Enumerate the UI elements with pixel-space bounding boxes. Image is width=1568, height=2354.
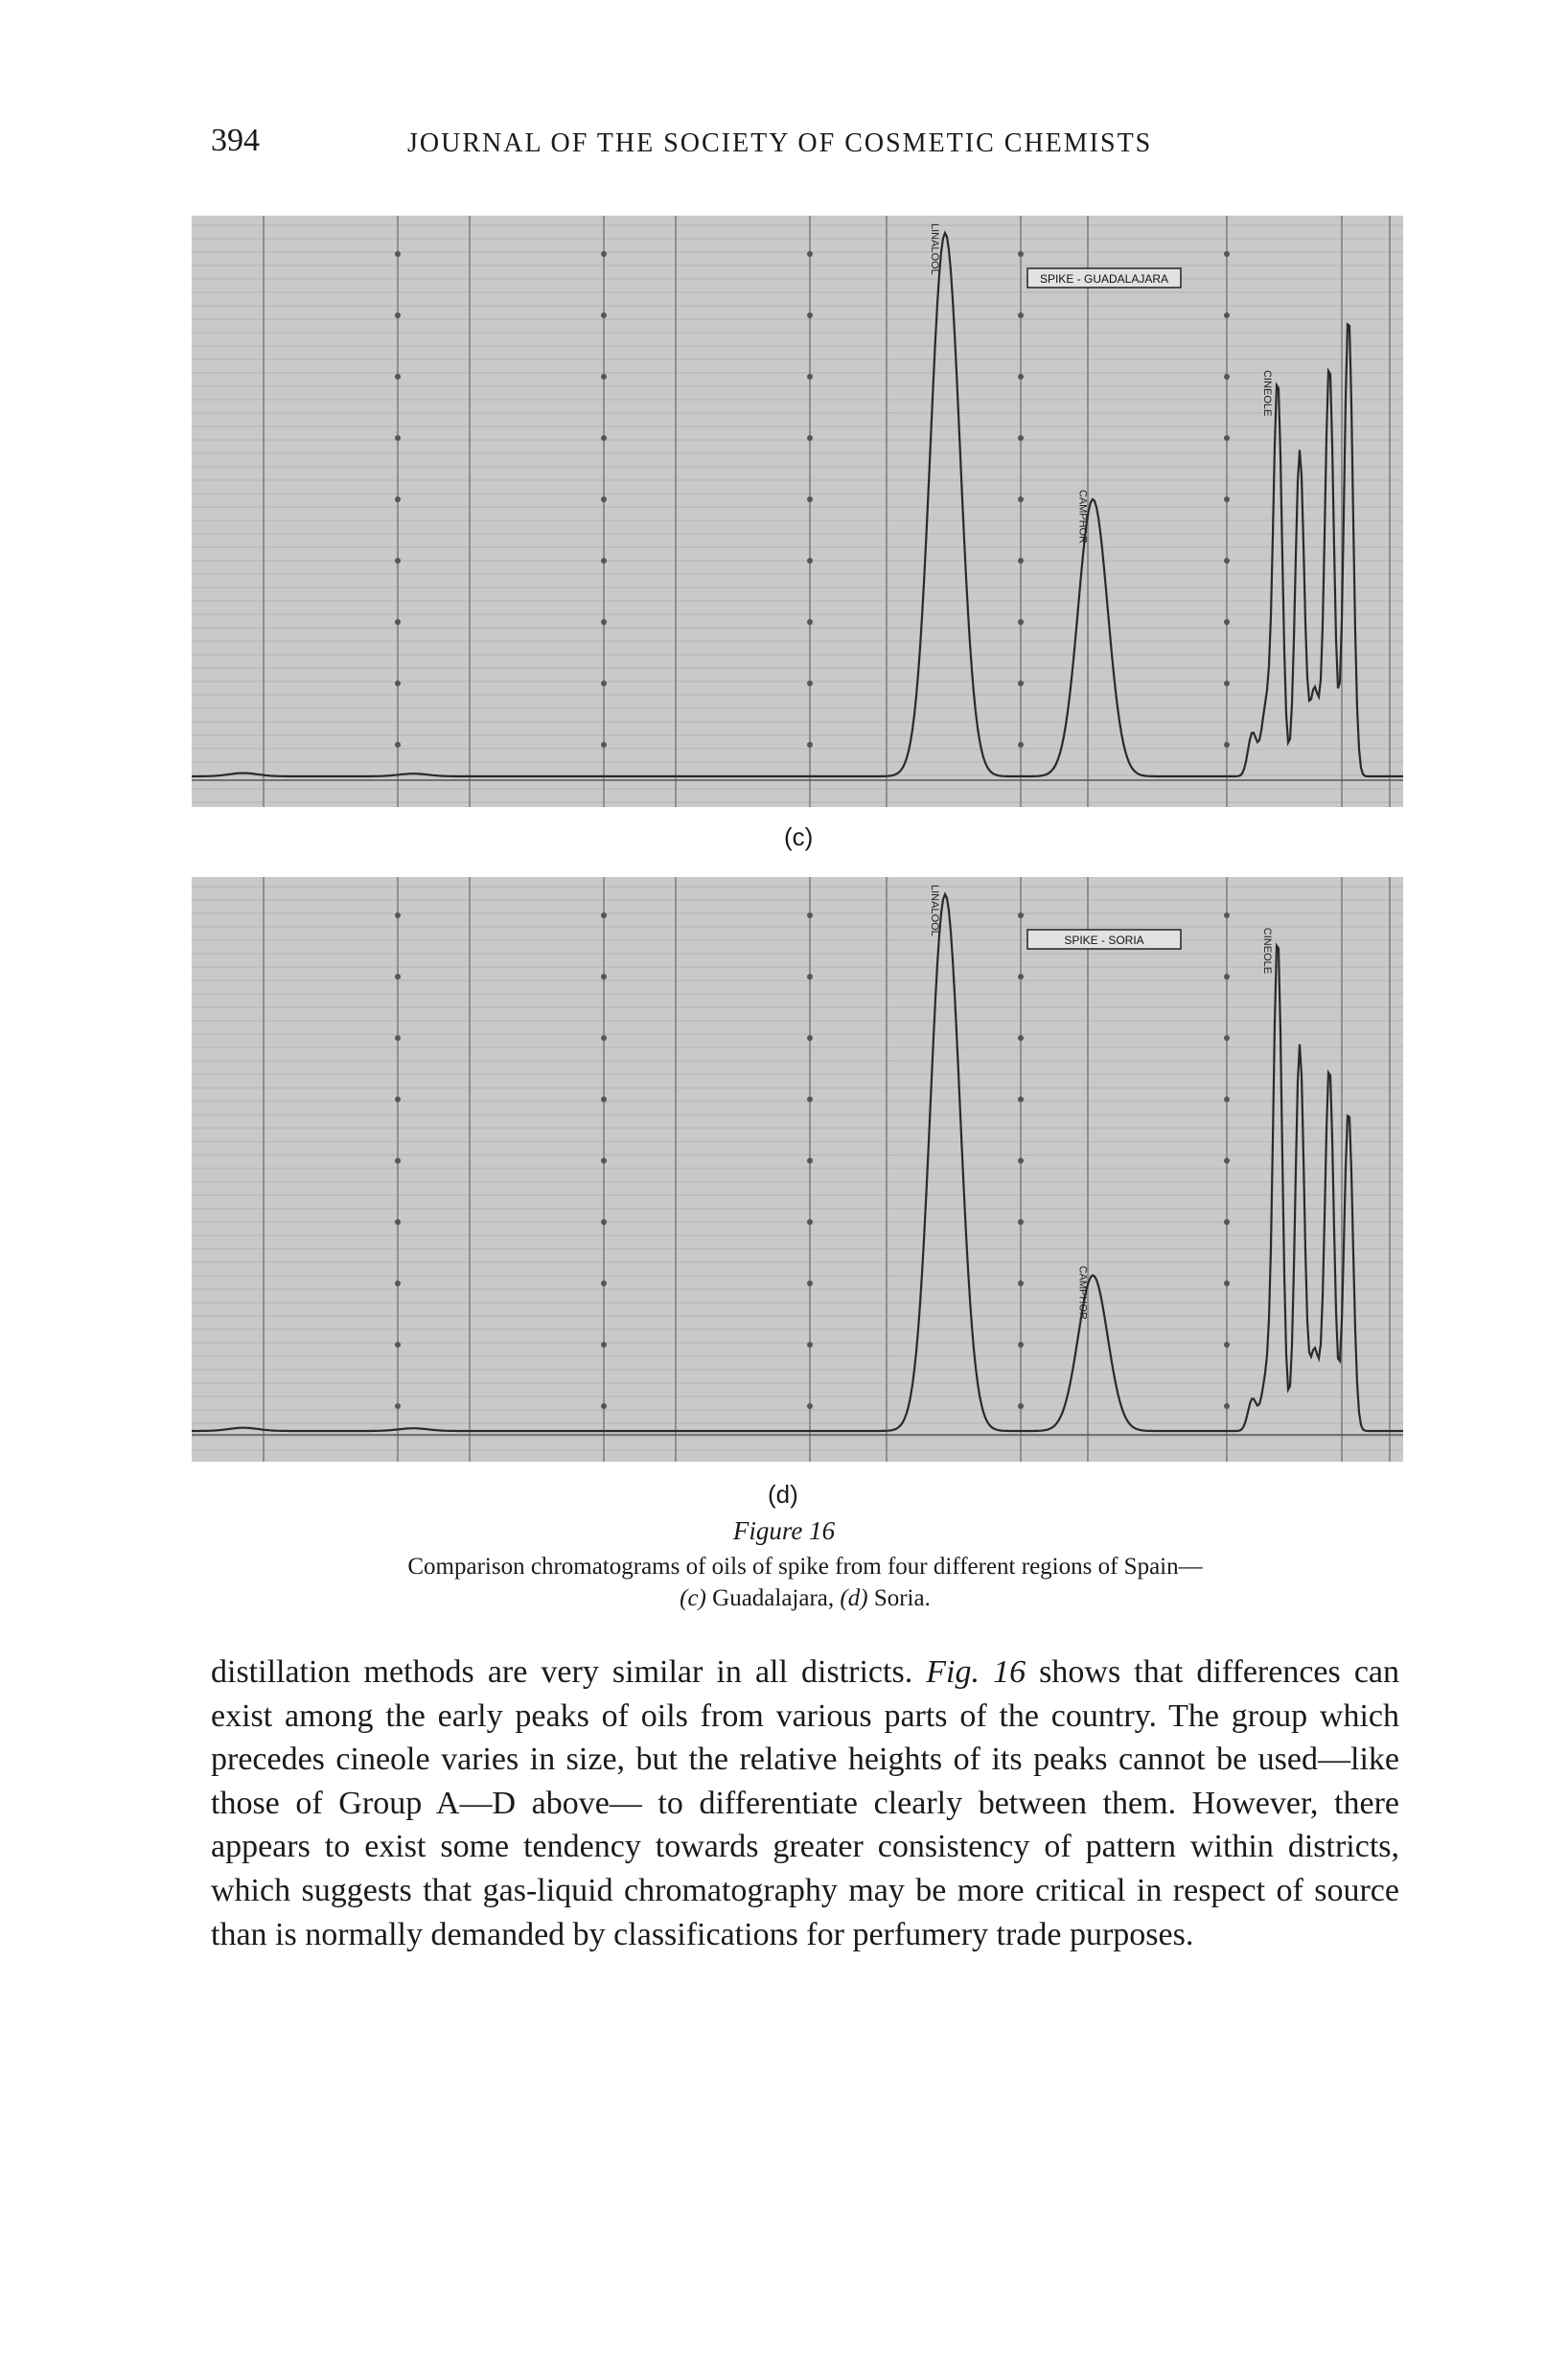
caption-c-name: Guadalajara,: [705, 1585, 841, 1611]
journal-title: JOURNAL OF THE SOCIETY OF COSMETIC CHEMISTS: [407, 128, 1153, 158]
sample-label-text: SPIKE - GUADALAJARA: [1039, 272, 1169, 286]
peak-label-cineole: CINEOLE: [1260, 927, 1273, 975]
figure-reference: Fig. 16: [926, 1654, 1026, 1690]
caption-d-ref: (d): [840, 1585, 868, 1611]
peak-label-camphor: CAMPHOR: [1076, 489, 1089, 544]
caption-text: Comparison chromatograms of oils of spike from four different regions of Spain—: [407, 1554, 1203, 1580]
peak-label-camphor: CAMPHOR: [1076, 1265, 1089, 1320]
chromatogram-d-plot: [192, 877, 1403, 1462]
panel-d-label: (d): [768, 1480, 798, 1509]
caption-d-name: Soria.: [867, 1585, 931, 1611]
chromatogram-c: [192, 216, 1403, 807]
body-paragraph: [211, 1650, 1399, 1956]
body-text-rest: shows that differences can exist among the early peaks of oils from various parts of the country. The group which precedes cineole varies in size, but the relative heights of its peaks cannot be used—like those of Group A—D above— to differentiate clearly between them. However, there appears to exist some tendency towards greater consistency of pattern within districts, which suggests that gas-liquid chromatography may be more critical in respect of source than is normally demanded by classifications for perfumery trade purposes.: [211, 1654, 1400, 1952]
peak-label-cineole: CINEOLE: [1260, 370, 1273, 417]
figure-title: Figure 16: [732, 1516, 836, 1545]
body-text-start: distillation methods are very similar in all districts.: [211, 1654, 927, 1690]
sample-label-text: SPIKE - SORIA: [1064, 934, 1144, 947]
page-header: [0, 123, 1568, 171]
caption-c-ref: (c): [680, 1585, 706, 1611]
chromatogram-trace: [192, 894, 1403, 1431]
page-number: 394: [211, 123, 260, 158]
peak-label-linalool: LINALOOL: [929, 885, 941, 936]
panel-c-label: (c): [784, 822, 814, 851]
figure-caption: [211, 1551, 1399, 1614]
chromatogram-c-plot: [192, 216, 1403, 807]
peak-label-linalool: LINALOOL: [929, 223, 941, 275]
chromatogram-d: [192, 877, 1403, 1462]
